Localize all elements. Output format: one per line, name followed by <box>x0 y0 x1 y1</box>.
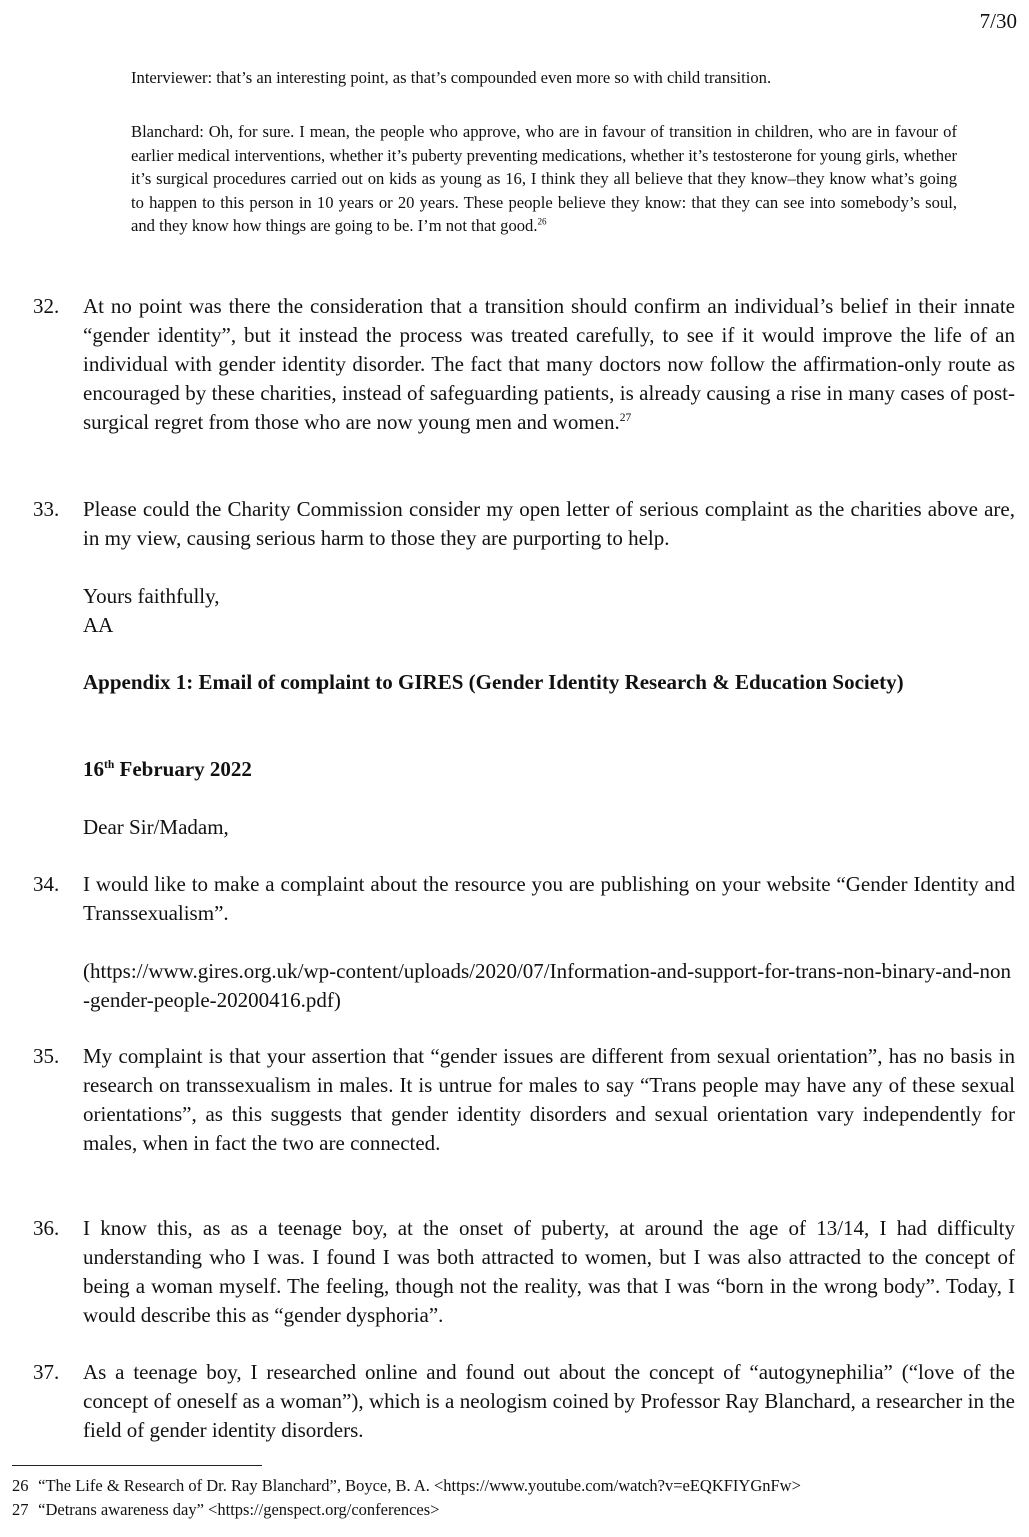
resource-url: (https://www.gires.org.uk/wp-content/uploads/2020/07/Information-and-support-for-trans-non-binary-and-non-gender-people-20200416.pdf) <box>83 959 1012 1012</box>
footnote-ref-27: 27 <box>619 412 632 424</box>
footnote-27 <box>12 1499 439 1520</box>
date-month-year: February 2022 <box>114 757 252 781</box>
interviewer-quote: Interviewer: that’s an interesting point, as that’s compounded even more so with child transition. <box>131 68 772 87</box>
paragraph-number: 36. <box>33 1216 60 1240</box>
footnote-ref-26: 26 <box>537 216 547 227</box>
paragraph-text: My complaint is that your assertion that “gender issues are different from sexual orientation”, has no basis in research on transsexualism in males. It is untrue for males to say “Trans people may have any of these sexual orientations”, as this suggests that gender identity disorders and sexual orientation vary independently for males, when in fact the two are connected. <box>83 1044 1015 1155</box>
paragraph-number: 37. <box>33 1360 60 1384</box>
paragraph-number: 32. <box>33 294 60 318</box>
blanchard-quote-text: Blanchard: Oh, for sure. I mean, the people who approve, who are in favour of transition in children, who are in favour of earlier medical interventions, whether it’s puberty preventing medications, whether it’s testosterone for young girls, whether it’s surgical procedures carried out on kids as young as 16, I think they all believe that they know–they know what’s going to happen to this person in 10 years or 20 years. These people believe they know: that they can see into somebody’s soul, and they know how things are going to be. I’m not that good. <box>131 122 957 235</box>
footnote-text: “The Life & Research of Dr. Ray Blanchard”, Boyce, B. A. <https://www.youtube.com/watch?v=eEQKFIYGnFw> <box>38 1476 801 1495</box>
paragraph-number: 34. <box>33 872 60 896</box>
salutation: Dear Sir/Madam, <box>83 815 229 839</box>
footnote-number: 26 <box>12 1476 29 1495</box>
paragraph-text: I would like to make a complaint about the resource you are publishing on your website “Gender Identity and Transsexualism”. <box>83 872 1015 925</box>
signoff <box>83 582 1015 640</box>
closing: Yours faithfully, <box>83 584 220 608</box>
paragraph-text: As a teenage boy, I researched online and found out about the concept of “autogynephilia” (“love of the concept of oneself as a woman”), which is a neologism coined by Professor Ray Blanchard, a researcher in the field of gender identity disorders. <box>83 1360 1015 1442</box>
footnote-divider <box>12 1465 262 1466</box>
blanchard-quote <box>131 120 957 238</box>
footnote-26 <box>12 1475 801 1496</box>
footnote-text: “Detrans awareness day” <https://genspect.org/conferences> <box>38 1500 440 1519</box>
paragraph-body: At no point was there the consideration that a transition should confirm an individual’s belief in their innate “gender identity”, but it instead the process was treated carefully, to see if it would improve the life of an individual with gender identity disorder. The fact that many doctors now follow the affirmation-only route as encouraged by these charities, instead of safeguarding patients, is already causing a rise in many cases of post-surgical regret from those who are now young men and women. <box>83 294 1015 434</box>
paragraph-text: Please could the Charity Commission consider my open letter of serious complaint as the charities above are, in my view, causing serious harm to those they are purporting to help. <box>83 497 1015 550</box>
paragraph-text <box>83 292 1015 437</box>
paragraph-number: 35. <box>33 1044 60 1068</box>
paragraph-text: I know this, as as a teenage boy, at the onset of puberty, at around the age of 13/14, I had difficulty understanding who I was. I found I was both attracted to women, but I was also attracted to the concept of being a woman myself. The feeling, though not the reality, was that I was “born in the wrong body”. Today, I would describe this as “gender dysphoria”. <box>83 1216 1015 1327</box>
signature-name: AA <box>83 613 114 637</box>
date-suffix: th <box>104 759 115 771</box>
page-number: 7/30 <box>979 9 1017 33</box>
footnote-number: 27 <box>12 1500 29 1519</box>
paragraph-number: 33. <box>33 497 60 521</box>
appendix-date <box>83 755 1015 784</box>
appendix-heading: Appendix 1: Email of complaint to GIRES (Gender Identity Research & Education Society) <box>83 670 904 694</box>
date-day: 16 <box>83 757 104 781</box>
